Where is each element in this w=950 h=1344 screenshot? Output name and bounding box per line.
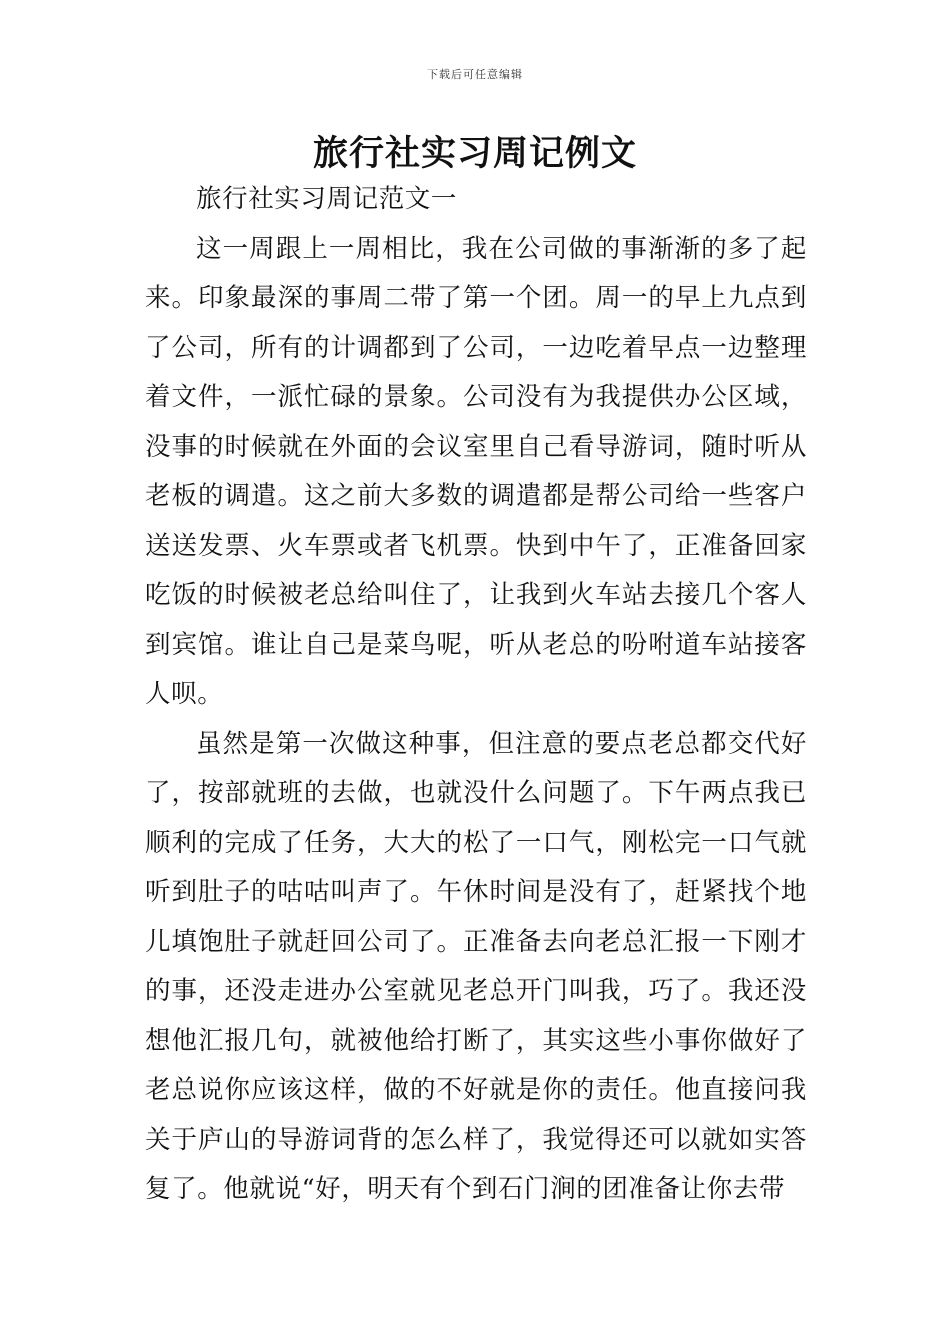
paragraph: 这一周跟上一周相比，我在公司做的事渐渐的多了起来。印象最深的事周二带了第一个团。周一的早上九点到了公司，所有的计调都到了公司，一边吃着早点一边整理着文件，一派忙碌的景象。公司没有为我提供办公区域，没事的时候就在外面的会议室里自己看导游词，随时听从老板的调遣。这之前大多数的调遣都是帮公司给一些客户送送发票、火车票或者飞机票。快到中午了，正准备回家吃饭的时候被老总给叫住了，让我到火车站去接几个客人到宾馆。谁让自己是菜鸟呢，听从老总的吩咐道车站接客人呗。 (145, 233, 807, 709)
document-title: 旅行社实习周记例文 (312, 133, 637, 174)
document-subtitle: 旅行社实习周记范文一 (196, 184, 458, 214)
paragraph: 虽然是第一次做这种事，但注意的要点老总都交代好了，按部就班的去做，也就没什么问题了。下午两点我已顺利的完成了任务，大大的松了一口气，刚松完一口气就听到肚子的咕咕叫声了。午休时间是没有了，赶紧找个地儿填饱肚子就赶回公司了。正准备去向老总汇报一下刚才的事，还没走进办公室就见老总开门叫我，巧了。我还没想他汇报几句，就被他给打断了，其实这些小事你做好了老总说你应该这样，做的不好就是你的责任。他直接问我关于庐山的导游词背的怎么样了，我觉得还可以就如实答复了。他就说“好，明天有个到石门涧的团准备让你去带 (145, 728, 807, 1204)
document-body (145, 175, 807, 1215)
header-note: 下载后可任意编辑 (427, 68, 523, 81)
